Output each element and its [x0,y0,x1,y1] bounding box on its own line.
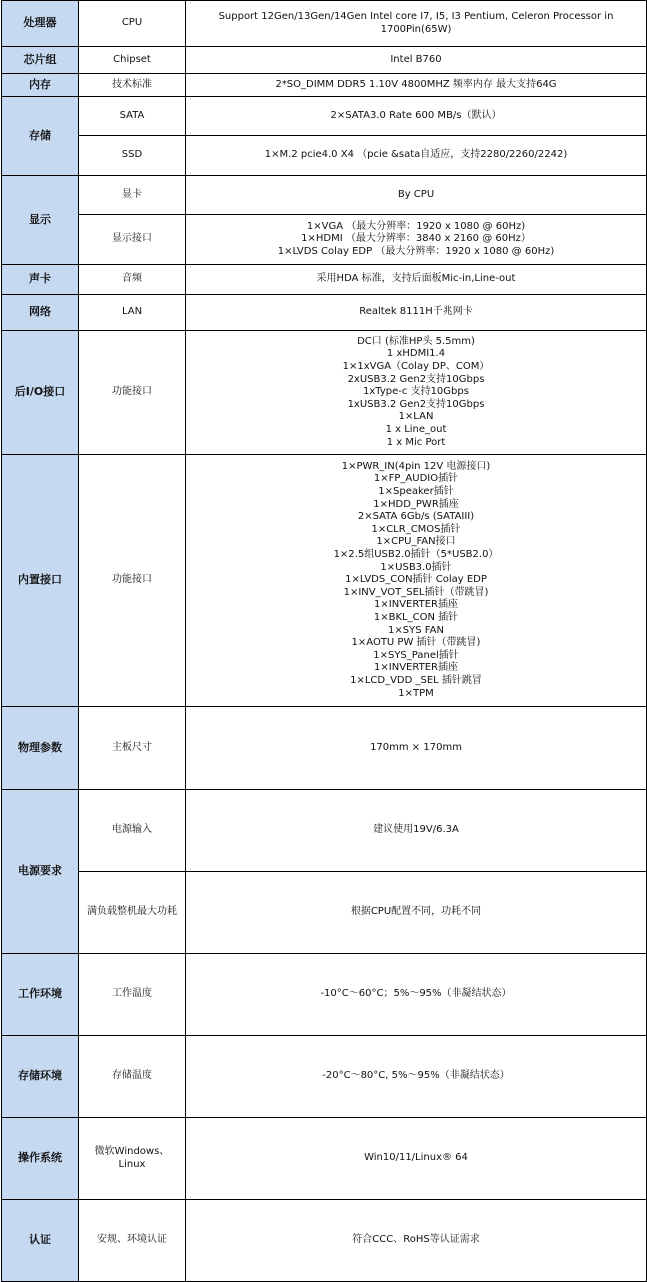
item-internal: 功能接口 [79,455,186,707]
value-display-ports [186,215,647,265]
rear-io-line: 1×LAN [398,411,434,423]
row-audio [2,265,647,295]
value-memory: 2*SO_DIMM DDR5 1.10V 4800MHZ 频率内存 最大支持64G [186,74,647,97]
rear-io-line: 1 x Mic Port [386,436,446,448]
value-sata: 2×SATA3.0 Rate 600 MB/s（默认） [186,97,647,136]
internal-line: 1×SYS FAN [388,624,444,636]
value-power-input: 建议使用19V/6.3A [186,790,647,872]
row-display-gpu [2,176,647,215]
value-storage-env: -20°C～80°C, 5%～95%（非凝结状态） [186,1036,647,1118]
internal-line: 1×USB3.0插针 [380,561,452,573]
internal-line: 1×AOTU PW 插针（带跳冒) [351,637,481,649]
value-cpu: Support 12Gen/13Gen/14Gen Intel core I7, I5, I3 Pentium, Celeron Processor in 1700Pin(65W) [186,1,647,47]
row-storage-sata [2,97,647,136]
rear-io-line: 1xType-c 支持10Gbps [363,386,469,398]
internal-line: 1×2.5组USB2.0插针（5*USB2.0） [333,549,499,561]
category-network: 网络 [2,295,79,331]
category-physical: 物理参数 [2,707,79,790]
internal-line: 1×HDD_PWR插座 [373,498,459,510]
row-power-input [2,790,647,872]
internal-line: 1×BKL_CON 插针 [373,611,459,623]
spec-table [1,0,647,1282]
category-internal: 内置接口 [2,455,79,707]
item-ssd: SSD [79,136,186,176]
row-network [2,295,647,331]
value-working-env: -10°C～60°C；5%～95%（非凝结状态） [186,954,647,1036]
row-working-env [2,954,647,1036]
internal-line: 1×FP_AUDIO插针 [373,473,459,485]
internal-line: 1×Speaker插针 [378,486,454,498]
row-os [2,1118,647,1200]
rear-io-line: 1 xHDMI1.4 [386,348,446,360]
item-os: 微软Windows、Linux [79,1118,186,1200]
category-cert: 认证 [2,1200,79,1282]
item-memory: 技术标准 [79,74,186,97]
value-rear-io [186,331,647,455]
category-power: 电源要求 [2,790,79,954]
item-physical: 主板尺寸 [79,707,186,790]
row-cpu [2,1,647,47]
display-port-line: 1×HDMI （最大分辨率：3840 x 2160 @ 60Hz） [301,233,531,245]
rear-io-line: 1xUSB3.2 Gen2支持10Gbps [347,398,485,410]
item-power-max: 满负载整机最大功耗 [79,872,186,954]
value-os: Win10/11/Linux® 64 [186,1118,647,1200]
category-memory: 内存 [2,74,79,97]
item-working-env: 工作温度 [79,954,186,1036]
display-port-line: 1×VGA （最大分辨率：1920 x 1080 @ 60Hz) [306,220,526,232]
category-storage-env: 存储环境 [2,1036,79,1118]
value-network: Realtek 8111H千兆网卡 [186,295,647,331]
item-cert: 安规、环境认证 [79,1200,186,1282]
internal-line: 1×INV_VOT_SEL插针（带跳冒) [343,586,489,598]
rear-io-line: 1×1xVGA（Colay DP、COM） [342,361,490,373]
internal-line: 1×CLR_CMOS插针 [371,523,461,535]
item-cpu: CPU [79,1,186,47]
internal-line: 1×INVERTER插座 [374,599,458,611]
category-working-env: 工作环境 [2,954,79,1036]
item-gpu: 显卡 [79,176,186,215]
internal-line: 1×SYS_Panel插针 [373,649,459,661]
item-network: LAN [79,295,186,331]
value-physical: 170mm × 170mm [186,707,647,790]
category-os: 操作系统 [2,1118,79,1200]
rear-io-line: 1 x Line_out [385,423,447,435]
value-internal [186,455,647,707]
value-power-max: 根据CPU配置不同，功耗不同 [186,872,647,954]
row-internal [2,455,647,707]
internal-line: 1×INVERTER插座 [374,662,458,674]
row-display-ports [2,215,647,265]
row-rear-io [2,331,647,455]
value-gpu: By CPU [186,176,647,215]
internal-line: 1×CPU_FAN接口 [376,536,456,548]
item-storage-env: 存储温度 [79,1036,186,1118]
item-chipset: Chipset [79,47,186,74]
row-power-max [2,872,647,954]
internal-line: 1×PWR_IN(4pin 12V 电源接口) [341,460,491,472]
internal-line: 1×LVDS_CON插针 Colay EDP [345,574,487,586]
display-port-line: 1×LVDS Colay EDP （最大分辨率：1920 x 1080 @ 60Hz) [277,245,555,257]
rear-io-line: DC口 (标准HP头 5.5mm) [357,335,475,347]
internal-line: 1×LCD_VDD _SEL 插针跳冒 [350,674,482,686]
row-storage-ssd [2,136,647,176]
row-memory [2,74,647,97]
row-chipset [2,47,647,74]
category-chipset: 芯片组 [2,47,79,74]
value-audio: 采用HDA 标准，支持后面板Mic-in,Line-out [186,265,647,295]
row-physical [2,707,647,790]
value-ssd: 1×M.2 pcie4.0 X4 （pcie &sata自适应，支持2280/2260/2242) [186,136,647,176]
item-rear-io: 功能接口 [79,331,186,455]
category-cpu: 处理器 [2,1,79,47]
row-cert [2,1200,647,1282]
row-storage-env [2,1036,647,1118]
rear-io-line: 2xUSB3.2 Gen2支持10Gbps [347,373,485,385]
item-display-ports: 显示接口 [79,215,186,265]
category-display: 显示 [2,176,79,265]
category-rear-io: 后I/O接口 [2,331,79,455]
value-chipset: Intel B760 [186,47,647,74]
value-cert: 符合CCC、RoHS等认证需求 [186,1200,647,1282]
internal-line: 1×TPM [398,687,434,699]
category-audio: 声卡 [2,265,79,295]
item-power-input: 电源输入 [79,790,186,872]
internal-line: 2×SATA 6Gb/s (SATAIII) [357,511,475,523]
item-audio: 音频 [79,265,186,295]
category-storage: 存储 [2,97,79,176]
item-sata: SATA [79,97,186,136]
